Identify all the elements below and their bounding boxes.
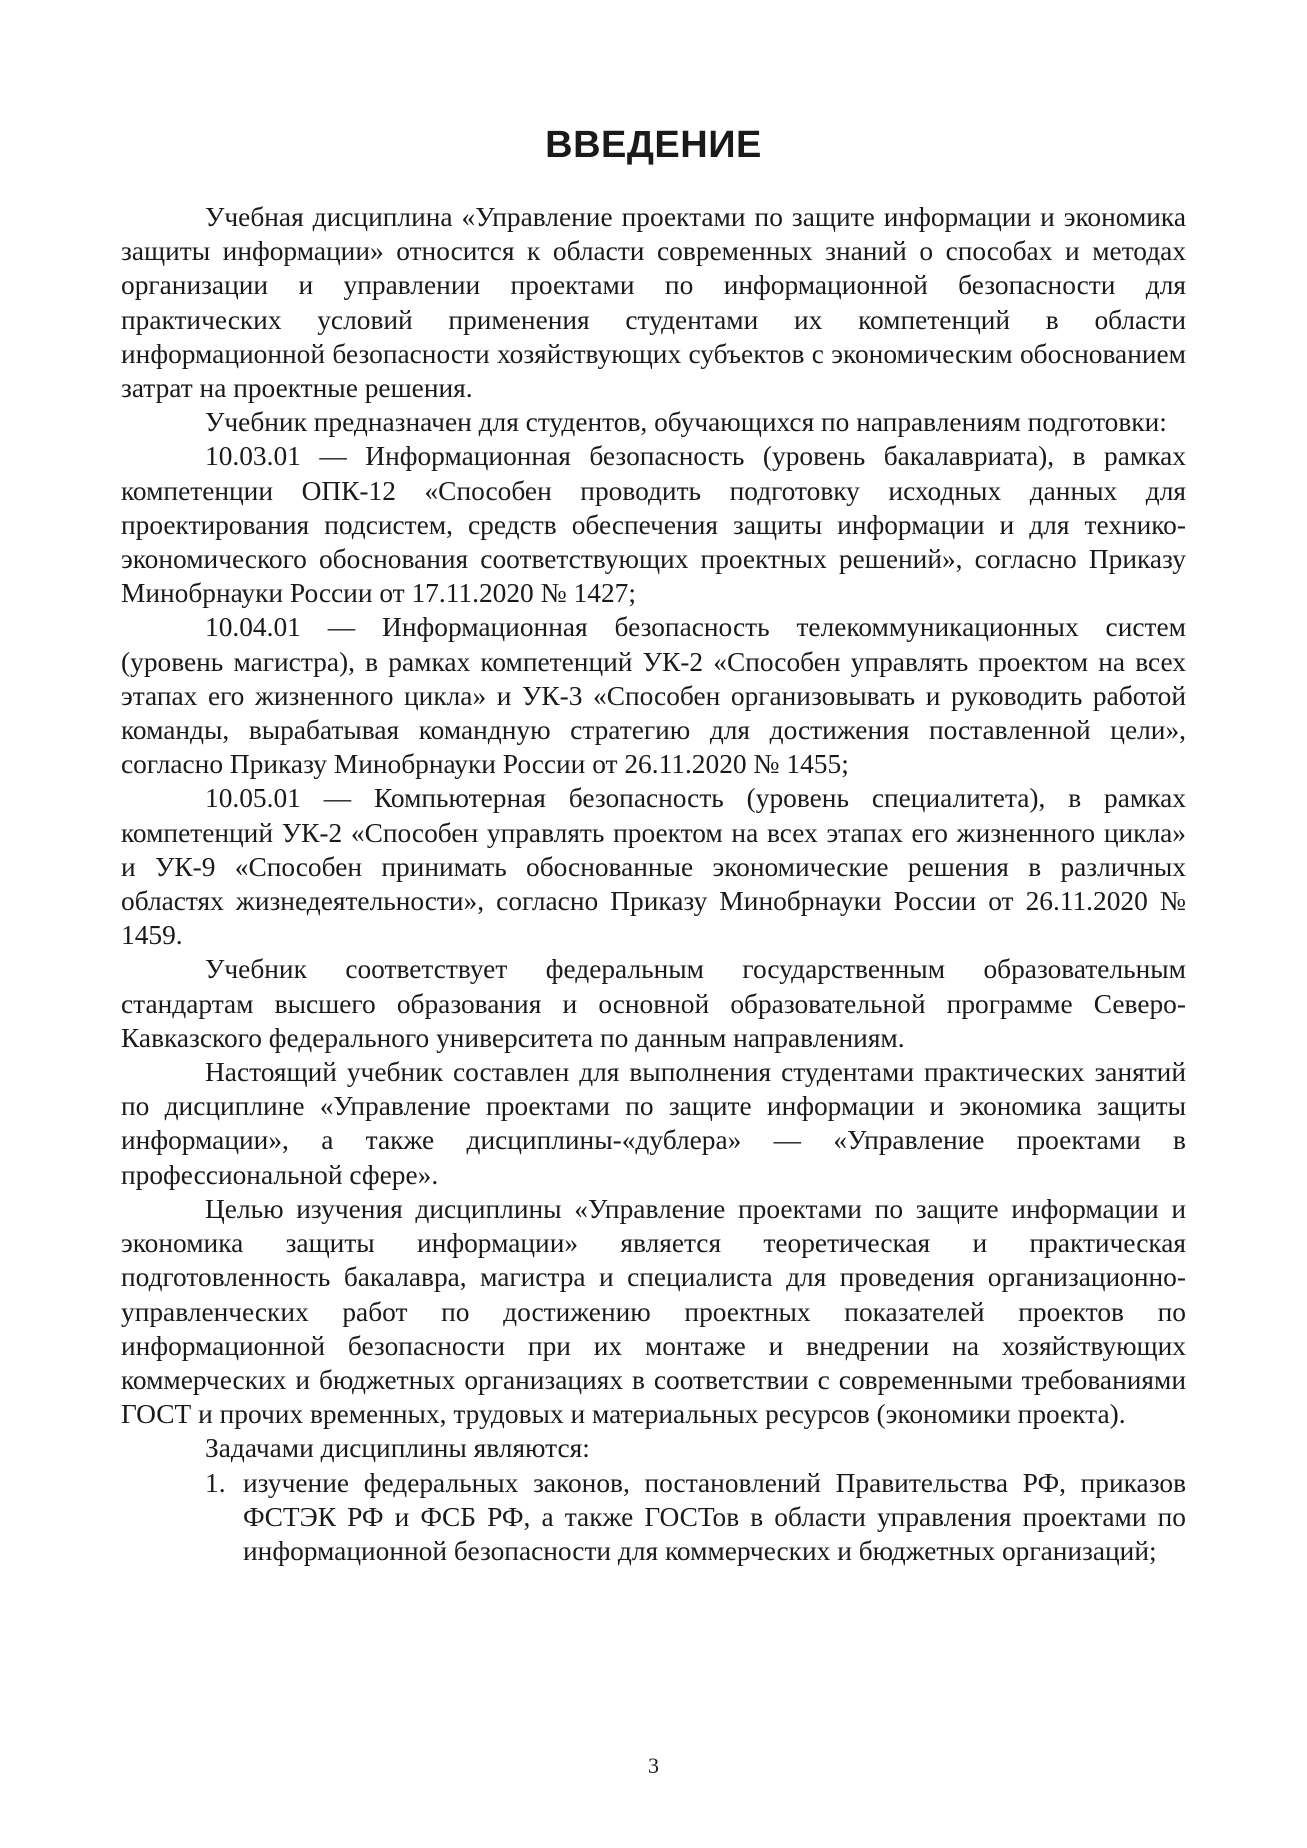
list-item-text: изучение федеральных законов, постановлений Правительства РФ, приказов ФСТЭК РФ и ФСБ РФ, а также ГОСТов в области управления проектами по информационной безопасности для коммерческих и бюджетных организаций; [243,1467,1186,1566]
paragraph-direction-10-05-01: 10.05.01 — Компьютерная безопасность (уровень специалитета), в рамках компетенций УК-2 «Способен управлять проектом на всех этапах его жизненного цикла» и УК-9 «Способен принимать обоснованные экономические решения в различных областях жизнедеятельности», согласно Приказу Минобрнауки России от 26.11.2020 № 1459. [121,783,1186,951]
body-text [121,200,1186,1568]
paragraph-discipline-description: Учебная дисциплина «Управление проектами по защите информации и экономика защиты информации» относится к области современных знаний о способах и методах организации и управлении проектами по информационной безопасности для практических условий применения студентами их компетенций в области информационной безопасности хозяйствующих субъектов с экономическим обоснованием затрат на проектные решения. [121,202,1186,404]
paragraph-intended-audience: Учебник предназначен для студентов, обучающихся по направлениям подготовки: [205,407,1167,438]
paragraph-direction-10-04-01: 10.04.01 — Информационная безопасность телекоммуникационных систем (уровень магистра), в рамках компетенций УК-2 «Способен управлять проектом на всех этапах его жизненного цикла» и УК-3 «Способен организовывать и руководить работой команды, вырабатывая командную стратегию для достижения поставленной цели», согласно Приказу Минобрнауки России от 26.11.2020 № 1455; [121,612,1186,780]
list-item-number: 1. [205,1467,226,1498]
paragraph-direction-10-03-01: 10.03.01 — Информационная безопасность (уровень бакалавриата), в рамках компетенции ОПК-12 «Способен проводить подготовку исходных данных для проектирования подсистем, средств обеспечения защиты информации и для технико-экономического обоснования соответствующих проектных решений», согласно Приказу Минобрнауки России от 17.11.2020 № 1427; [121,441,1186,609]
tasks-list [121,1466,1186,1569]
paragraph-course-goal: Целью изучения дисциплины «Управление проектами по защите информации и экономика защиты информации» является теоретическая и практическая подготовленность бакалавра, магистра и специалиста для проведения организационно-управленческих работ по достижению проектных показателей проектов по информационной безопасности при их монтаже и внедрении на хозяйствующих коммерческих и бюджетных организациях в соответствии с современными требованиями ГОСТ и прочих временных, трудовых и материальных ресурсов (экономики проекта). [121,1193,1186,1430]
paragraph-tasks-intro: Задачами дисциплины являются: [205,1433,590,1464]
paragraph-standards-compliance: Учебник соответствует федеральным государственным образовательным стандартам высшего образования и основной образовательной программе Северо-Кавказского федерального университета по данным направлениям. [121,954,1186,1053]
page-title: ВВЕДЕНИЕ [545,124,762,166]
list-item [121,1466,1186,1569]
paragraph-practical-classes: Настоящий учебник составлен для выполнения студентами практических занятий по дисциплине «Управление проектами по защите информации и экономика защиты информации», а также дисциплины-«дублера» — «Управление проектами в профессиональной сфере». [121,1057,1186,1190]
page-number: 3 [648,1753,659,1778]
